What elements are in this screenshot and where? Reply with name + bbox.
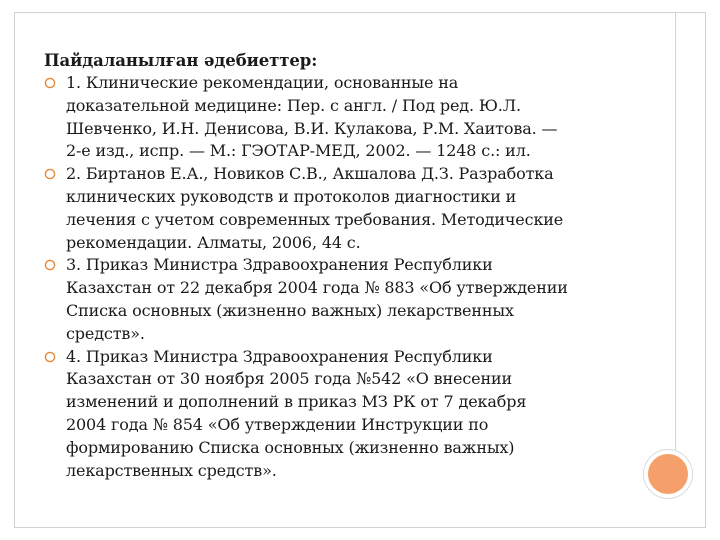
circle-bullet-icon [44,77,56,89]
reference-line: 1. Клинические рекомендации, основанные на [66,73,459,92]
side-divider [675,12,676,450]
reference-line: рекомендации. Алматы, 2006, 44 с. [66,232,361,252]
reference-line: доказательной медицине: Пер. с англ. / Под ред. Ю.Л. [66,95,521,115]
reference-line: лекарственных средств». [66,460,277,480]
reference-line: лечения с учетом современных требования. Методические [66,209,564,229]
reference-line: Списка основных (жизненно важных) лекарственных [66,300,514,320]
reference-line: 2-е изд., испр. — М.: ГЭОТАР-МЕД, 2002. — 1248 с.: ил. [66,141,531,161]
circle-bullet-icon [44,351,56,363]
reference-item [44,163,644,254]
reference-line: изменений и дополнений в приказ МЗ РК от 7 декабря [66,392,527,412]
reference-line: 2. Биртанов Е.А., Новиков С.В., Акшалова Д.З. Разработка [66,164,554,184]
references-block [44,49,644,482]
reference-item [44,72,644,163]
reference-line: 3. Приказ Министра Здравоохранения Республики [66,255,493,275]
reference-line: Казахстан от 22 декабря 2004 года № 883 «Об утверждении [66,278,568,298]
reference-line: клинических руководств и протоколов диагностики и [66,186,517,206]
reference-line: Казахстан от 30 ноября 2005 года №542 «О внесении [66,369,513,389]
circle-bullet-icon [44,168,56,180]
reference-item [44,254,644,345]
reference-item [44,346,644,483]
references-heading: Пайдаланылған әдебиеттер: [44,51,318,70]
reference-line: 2004 года № 854 «Об утверждении Инструкции по [66,414,489,434]
reference-line: Шевченко, И.Н. Денисова, В.И. Кулакова, Р.М. Хаитова. — [66,118,558,138]
reference-line: средств». [66,323,145,343]
circle-bullet-icon [44,259,56,271]
decorative-circle [644,450,692,498]
reference-line: 4. Приказ Министра Здравоохранения Республики [66,346,493,366]
references-list [44,72,644,482]
reference-line: формированию Списка основных (жизненно важных) [66,437,515,457]
